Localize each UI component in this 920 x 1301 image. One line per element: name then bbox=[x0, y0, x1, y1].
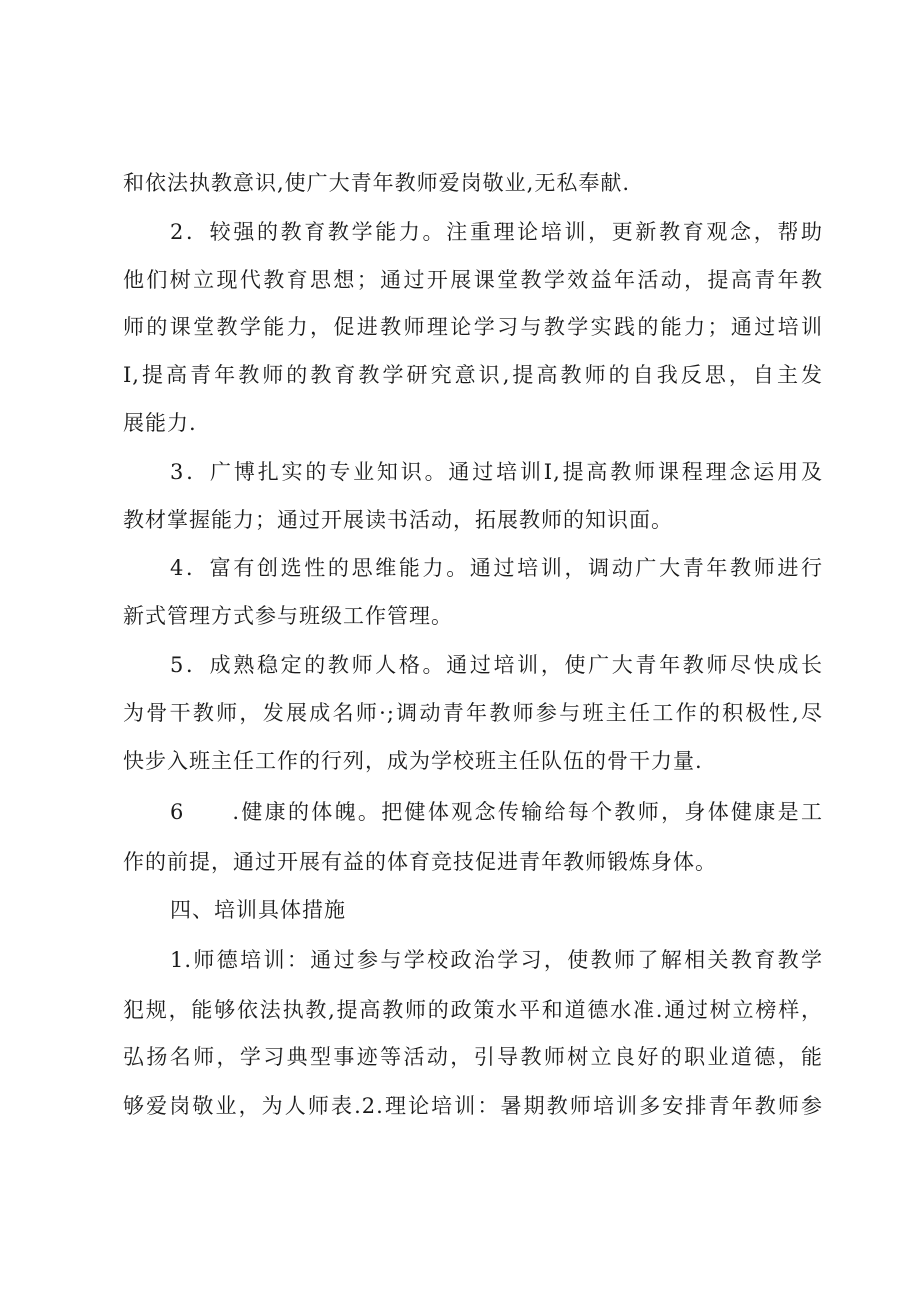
paragraph-line: I,提高青年教师的教育教学研究意识,提高教师的自我反思，自主发 bbox=[123, 363, 823, 387]
paragraph-line: 犯规，能够依法执教,提高教师的政策水平和道德水准.通过树立榜样， bbox=[123, 998, 823, 1022]
paragraph-line: 师的课堂教学能力，促进教师理论学习与教学实践的能力；通过培训 bbox=[123, 315, 823, 339]
paragraph-line: 展能力. bbox=[123, 411, 197, 435]
paragraph-first-line: 6 .健康的体魄。把健体观念传输给每个教师，身体健康是工 bbox=[170, 800, 823, 824]
paragraph-first-line: 3．广博扎实的专业知识。通过培训I,提高教师课程理念运用及 bbox=[170, 460, 823, 484]
paragraph-first-line: 5．成熟稳定的教师人格。通过培训，使广大青年教师尽快成长 bbox=[170, 653, 823, 677]
paragraph-line: 教材掌握能力；通过开展读书活动，拓展教师的知识面。 bbox=[123, 508, 673, 532]
paragraph-line: 他们树立现代教育思想；通过开展课堂教学效益年活动，提高青年教 bbox=[123, 268, 823, 292]
paragraph-line: 为骨干教师，发展成名师·;调动青年教师参与班主任工作的积极性,尽 bbox=[123, 701, 823, 725]
paragraph-line: 作的前提，通过开展有益的体育竞技促进青年教师锻炼身体。 bbox=[123, 850, 717, 874]
paragraph-line: 弘扬名师，学习典型事迹等活动，引导教师树立良好的职业道德，能 bbox=[123, 1045, 823, 1069]
paragraph-first-line: 4．富有创选性的思维能力。通过培训，调动广大青年教师进行 bbox=[170, 556, 823, 580]
paragraph-first-line: 2．较强的教育教学能力。注重理论培训，更新教育观念，帮助 bbox=[170, 220, 823, 244]
paragraph-first-line: 四、培训具体措施 bbox=[170, 898, 346, 922]
paragraph-first-line: 1.师德培训：通过参与学校政治学习，使教师了解相关教育教学 bbox=[170, 948, 823, 972]
paragraph-line: 和依法执教意识,使广大青年教师爱岗敬业,无私奉献. bbox=[123, 171, 631, 195]
paragraph-line: 新式管理方式参与班级工作管理。 bbox=[123, 604, 453, 628]
paragraph-line: 够爱岗敬业，为人师表.2.理论培训：暑期教师培训多安排青年教师参 bbox=[123, 1094, 823, 1118]
paragraph-line: 快步入班主任工作的行列，成为学校班主任队伍的骨干力量. bbox=[123, 749, 703, 773]
